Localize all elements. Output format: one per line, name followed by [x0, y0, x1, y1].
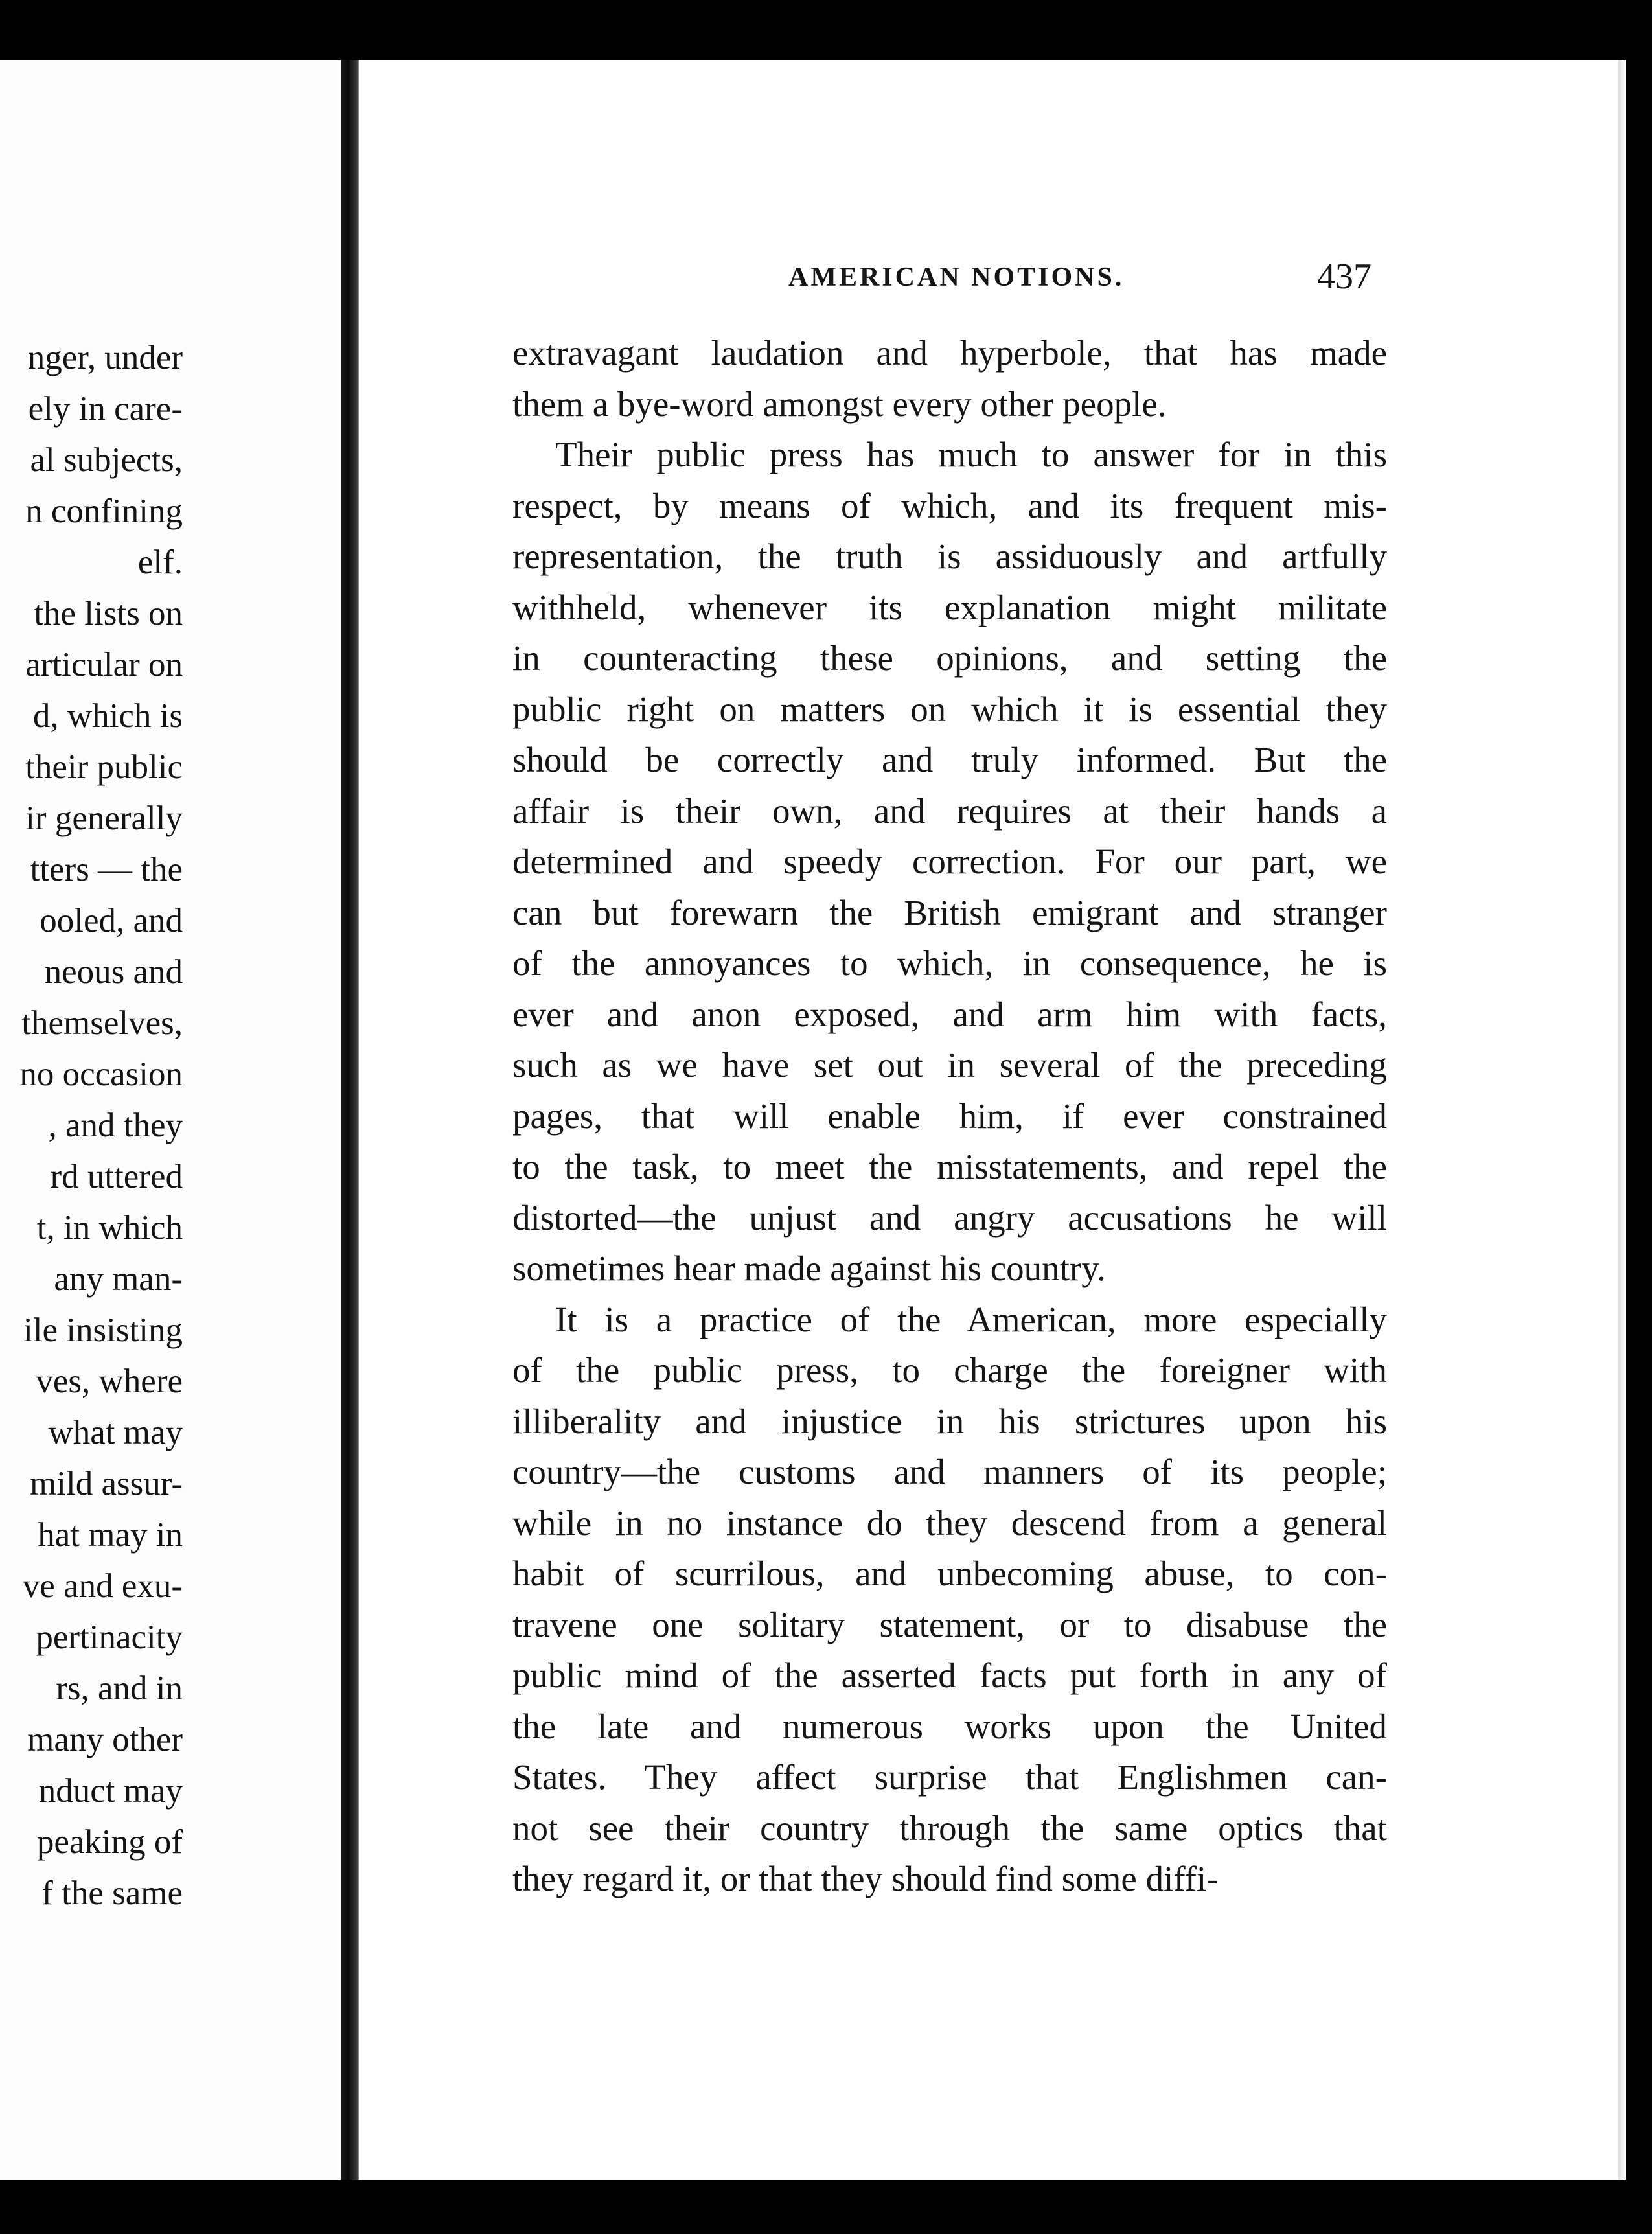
text-line: such as we have set out in several of the preceding — [512, 1045, 1387, 1085]
left-page-line: ely in care- — [28, 390, 183, 428]
text-line: extravagant laudation and hyperbole, that has made — [512, 333, 1387, 373]
left-page-line: neous and — [44, 953, 183, 991]
text-line: while in no instance do they descend from a general — [512, 1503, 1387, 1543]
left-page-line: ir generally — [25, 800, 183, 837]
text-line: travene one solitary statement, or to disabuse the — [512, 1604, 1387, 1644]
left-page-line: nger, under — [27, 339, 183, 376]
left-page-line: no occasion — [19, 1055, 183, 1093]
left-page-line: ve and exu- — [22, 1567, 183, 1605]
text-line: withheld, whenever its explanation might militate — [512, 587, 1387, 627]
text-line: country—the customs and manners of its people; — [512, 1452, 1387, 1491]
text-line: they regard it, or that they should find some diffi- — [512, 1859, 1219, 1898]
text-line: affair is their own, and requires at their hands a — [512, 790, 1387, 831]
left-page-line: tters — the — [30, 851, 183, 888]
left-page-line: rs, and in — [56, 1670, 183, 1707]
left-page-line: f the same — [41, 1874, 183, 1912]
left-page-line: what may — [48, 1414, 183, 1451]
left-page-line: themselves, — [21, 1004, 183, 1042]
left-page-line: rd uttered — [50, 1158, 183, 1195]
paragraph — [512, 430, 1387, 1295]
text-line: them a bye-word amongst every other people. — [512, 384, 1167, 424]
text-line: in counteracting these opinions, and setting the — [512, 638, 1387, 678]
left-page-line: the lists on — [34, 595, 183, 632]
page-number: 437 — [1317, 257, 1371, 297]
left-page-line: ves, where — [36, 1363, 183, 1400]
text-line: sometimes hear made against his country. — [512, 1249, 1106, 1288]
text-line: determined and speedy correction. For our part, we — [512, 842, 1387, 881]
left-page-line: t, in which — [36, 1209, 183, 1247]
text-line: of the public press, to charge the foreigner with — [512, 1350, 1387, 1390]
left-page-line: any man- — [54, 1260, 183, 1298]
paragraph — [512, 1295, 1387, 1905]
left-page-line: n confining — [25, 492, 183, 530]
left-page-line: many other — [27, 1721, 183, 1758]
text-line: not see their country through the same optics that — [512, 1808, 1387, 1848]
text-line: respect, by means of which, and its frequent mis- — [512, 485, 1387, 525]
paragraph — [512, 328, 1387, 430]
left-page — [0, 60, 341, 2180]
text-line: ever and anon exposed, and arm him with facts, — [512, 994, 1387, 1034]
text-line: representation, the truth is assiduously and artfully — [512, 536, 1387, 576]
text-line: habit of scurrilous, and unbecoming abuse, to con- — [512, 1554, 1387, 1593]
text-line: public mind of the asserted facts put forth in any of — [512, 1655, 1387, 1695]
left-page-line: ooled, and — [40, 902, 183, 939]
running-title: AMERICAN NOTIONS. — [788, 262, 1125, 292]
text-line: public right on matters on which it is essential they — [512, 689, 1387, 729]
left-page-line: al subjects, — [30, 441, 183, 479]
text-line: of the annoyances to which, in consequence, he is — [512, 943, 1387, 983]
left-page-line: their public — [25, 748, 183, 786]
text-line: illiberality and injustice in his strictures upon his — [512, 1401, 1387, 1441]
text-line: It is a practice of the American, more especially — [555, 1299, 1387, 1339]
text-line: can but forewarn the British emigrant and stranger — [512, 892, 1387, 932]
text-line: to the task, to meet the misstatements, and repel the — [512, 1147, 1387, 1186]
text-line: distorted—the unjust and angry accusations he will — [512, 1197, 1387, 1238]
text-line: Their public press has much to answer for in this — [555, 435, 1387, 474]
left-page-line: articular on — [25, 646, 183, 684]
page-edge — [1618, 60, 1626, 2180]
text-line: pages, that will enable him, if ever constrained — [512, 1096, 1387, 1136]
left-page-text — [19, 332, 183, 1919]
book-gutter — [341, 60, 359, 2180]
body-text — [512, 328, 1387, 1905]
text-line: States. They affect surprise that Englishmen can- — [512, 1757, 1387, 1797]
text-line: should be correctly and truly informed. But the — [512, 740, 1387, 779]
left-page-line: elf. — [137, 544, 183, 581]
left-page-line: ile insisting — [23, 1311, 183, 1349]
left-page-line: d, which is — [32, 697, 183, 735]
text-line: the late and numerous works upon the United — [512, 1706, 1387, 1746]
left-page-line: pertinacity — [36, 1618, 183, 1656]
left-page-line: , and they — [48, 1107, 183, 1144]
left-page-line: peaking of — [36, 1823, 183, 1861]
left-page-line: mild assur- — [30, 1465, 183, 1503]
left-page-line: hat may in — [38, 1516, 183, 1554]
left-page-line: nduct may — [38, 1772, 183, 1810]
